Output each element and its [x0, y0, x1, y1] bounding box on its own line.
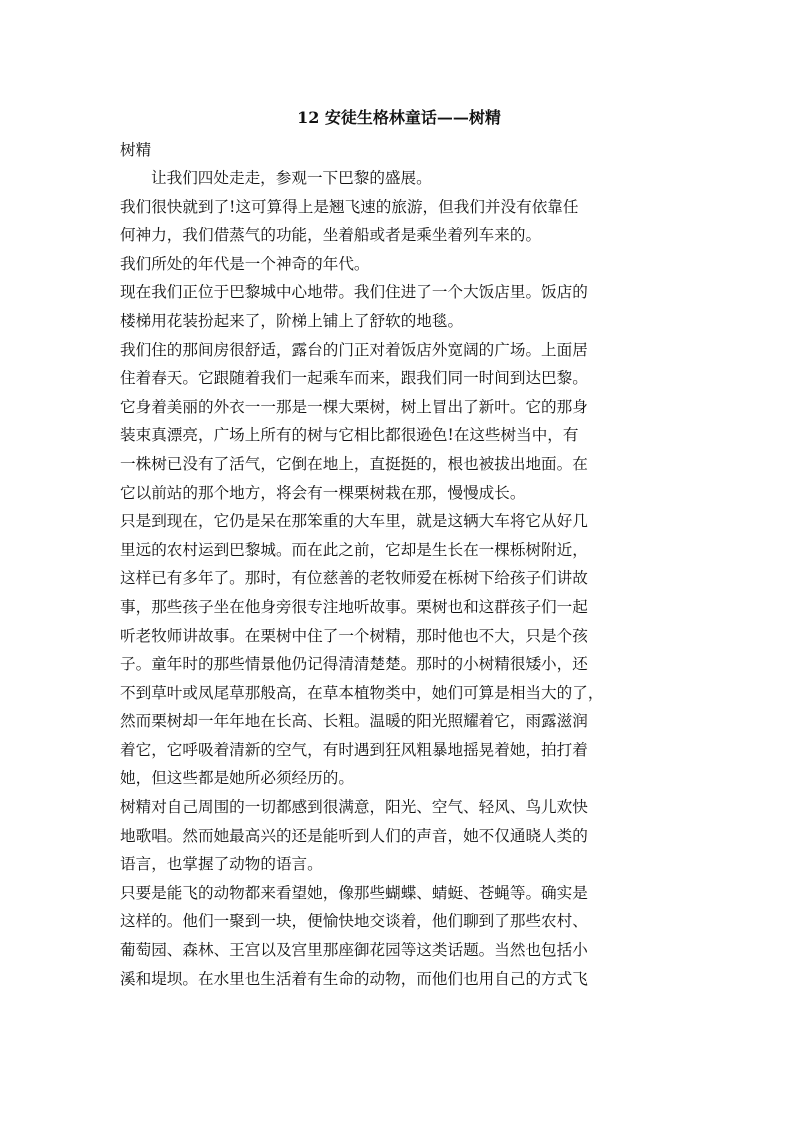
- text-line: 住着春天。它跟随着我们一起乘车而来，跟我们同一时间到达巴黎。: [120, 369, 588, 388]
- document-subtitle: 树精: [120, 141, 152, 159]
- text-line: 装束真漂亮，广场上所有的树与它相比都很逊色!在这些树当中，有: [120, 426, 579, 445]
- text-line: 只是到现在，它仍是呆在那笨重的大车里，就是这辆大车将它从好几: [120, 512, 588, 531]
- text-line: 葡萄园、森林、王宫以及宫里那座御花园等这类话题。当然也包括小: [120, 941, 588, 960]
- document-title: 12 安徒生格林童话——树精: [297, 108, 501, 127]
- text-line: 她，但这些都是她所必须经历的。: [120, 769, 354, 788]
- text-line: 何神力，我们借蒸气的功能，坐着船或者是乘坐着列车来的。: [120, 226, 542, 245]
- text-line: 里远的农村运到巴黎城。而在此之前，它却是生长在一棵栎树附近，: [120, 540, 588, 559]
- text-line: 让我们四处走走，参观一下巴黎的盛展。: [151, 169, 432, 187]
- text-line: 一株树已没有了活气，它倒在地上，直挺挺的，根也被拔出地面。在: [120, 454, 588, 473]
- text-line: 树精对自己周围的一切都感到很满意，阳光、空气、轻风、鸟儿欢快: [120, 798, 588, 817]
- text-line: 听老牧师讲故事。在栗树中住了一个树精，那时他也不大，只是个孩: [120, 626, 588, 645]
- text-line: 楼梯用花装扮起来了，阶梯上铺上了舒软的地毯。: [120, 311, 464, 330]
- text-line: 现在我们正位于巴黎城中心地带。我们住进了一个大饭店里。饭店的: [120, 283, 588, 302]
- text-line: 地歌唱。然而她最高兴的还是能听到人们的声音，她不仅通晓人类的: [120, 826, 588, 845]
- text-line: 这样已有多年了。那时，有位慈善的老牧师爱在栎树下给孩子们讲故: [120, 569, 588, 588]
- text-line: 溪和堤坝。在水里也生活着有生命的动物，而他们也用自己的方式飞: [120, 969, 588, 988]
- text-line: 它身着美丽的外衣一一那是一棵大栗树，树上冒出了新叶。它的那身: [120, 397, 588, 416]
- text-line: 我们住的那间房很舒适，露台的门正对着饭店外宽阔的广场。上面居: [120, 340, 588, 359]
- text-line: 不到草叶或凤尾草那般高，在草本植物类中，她们可算是相当大的了，: [120, 683, 604, 702]
- text-line: 我们很快就到了!这可算得上是翘飞速的旅游，但我们并没有依靠任: [120, 197, 579, 216]
- text-line: 然而栗树却一年年地在长高、长粗。温暖的阳光照耀着它，雨露滋润: [120, 712, 588, 731]
- text-line: 只要是能飞的动物都来看望她，像那些蝴蝶、蜻蜓、苍蝇等。确实是: [120, 883, 588, 902]
- text-line: 事，那些孩子坐在他身旁很专注地听故事。栗树也和这群孩子们一起: [120, 597, 588, 616]
- text-line: 着它，它呼吸着清新的空气，有时遇到狂风粗暴地摇晃着她，拍打着: [120, 740, 588, 759]
- document-body: [120, 104, 678, 993]
- text-line: 我们所处的年代是一个神奇的年代。: [120, 254, 370, 273]
- text-line: 子。童年时的那些情景他仍记得清清楚楚。那时的小树精很矮小，还: [120, 655, 588, 674]
- text-line: 它以前站的那个地方，将会有一棵栗树栽在那，慢慢成长。: [120, 483, 526, 502]
- text-line: 这样的。他们一聚到一块，便愉快地交谈着，他们聊到了那些农村、: [120, 912, 588, 931]
- text-line: 语言，也掌握了动物的语言。: [120, 855, 323, 874]
